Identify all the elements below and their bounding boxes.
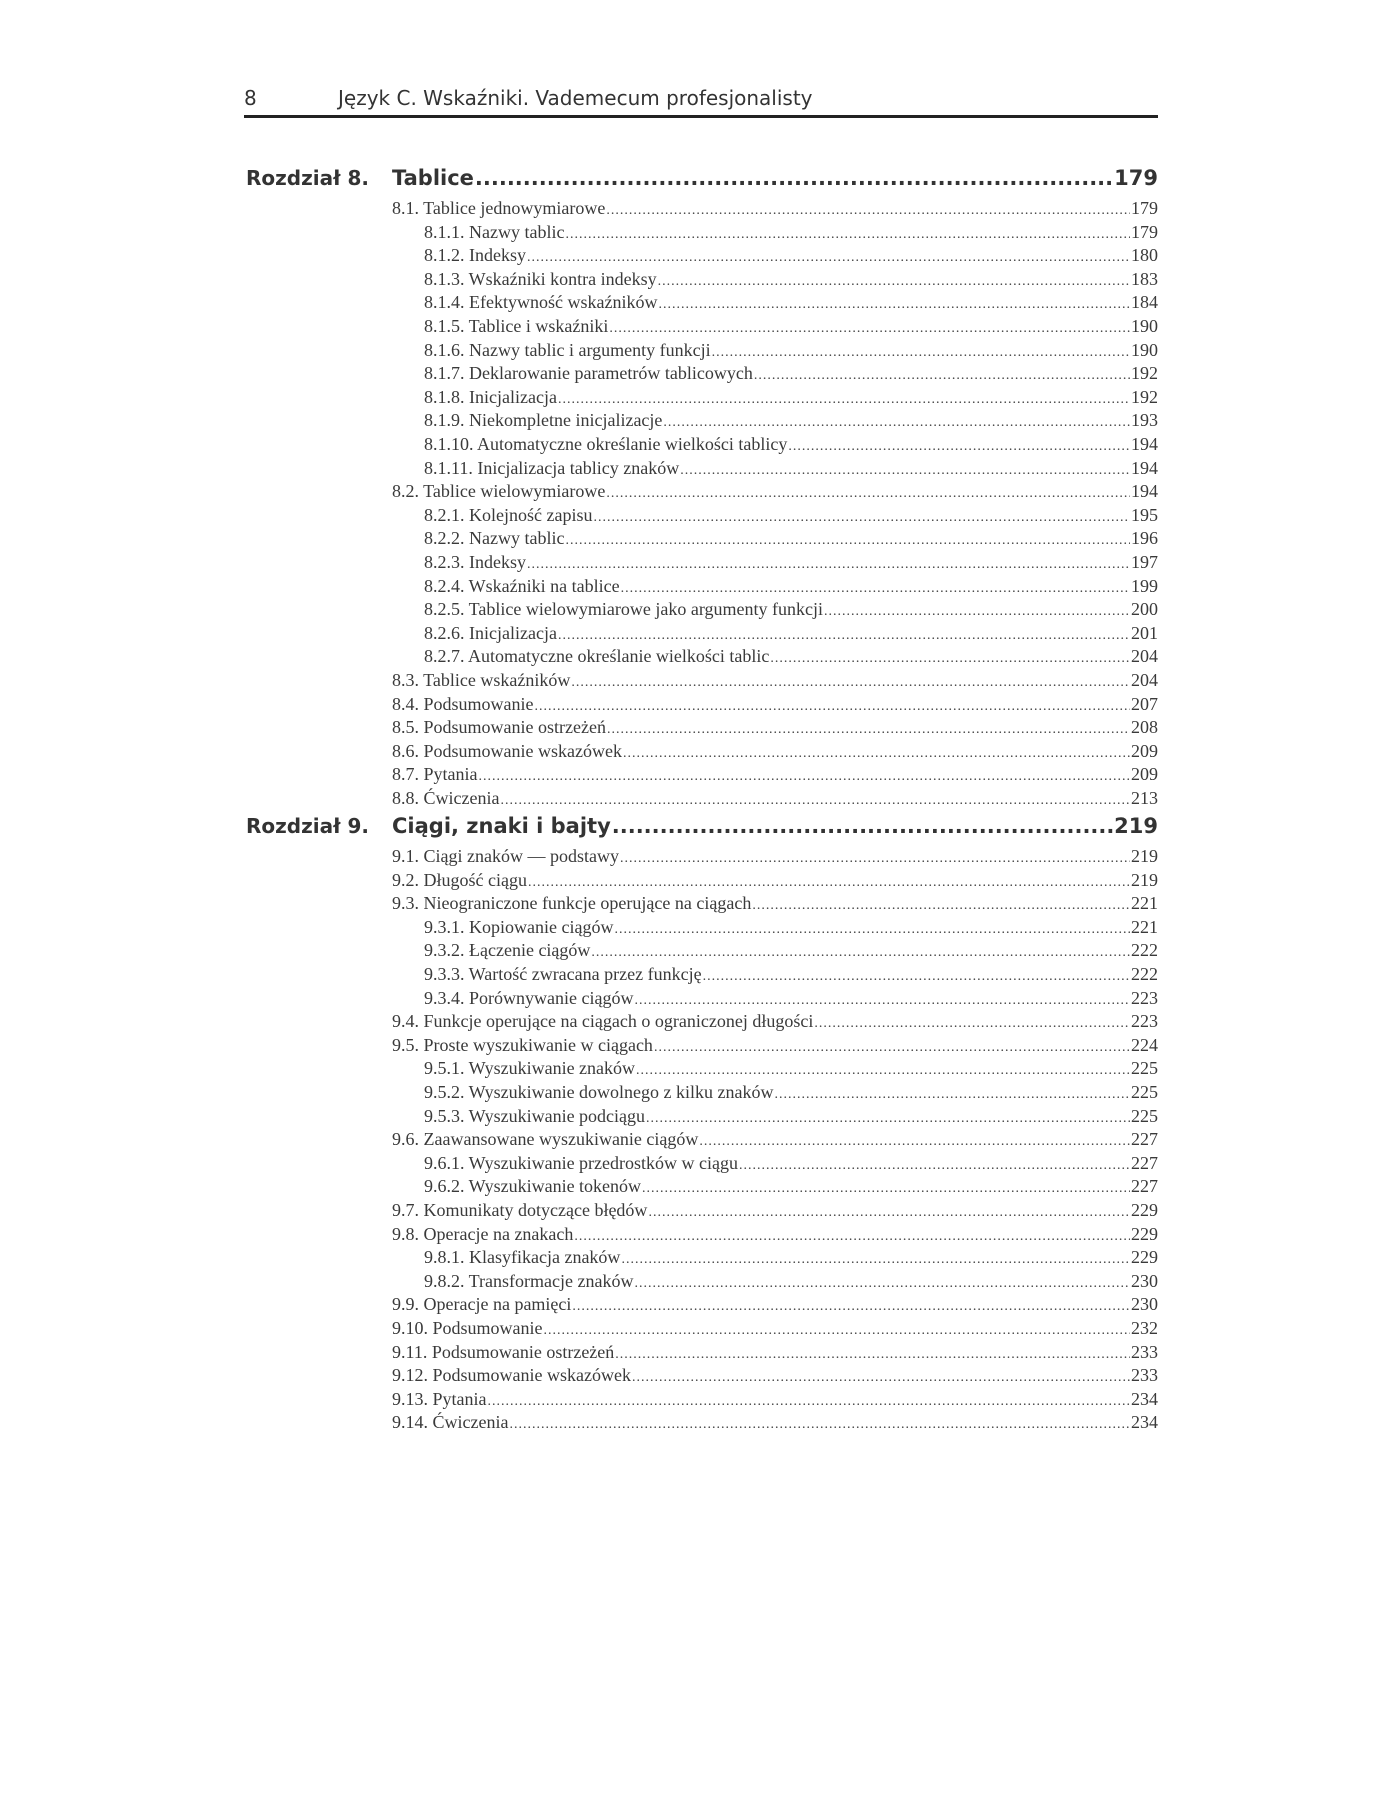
dot-leader	[658, 270, 1130, 293]
toc-page-number: 225	[1131, 1082, 1158, 1102]
dot-leader	[607, 718, 1130, 741]
dot-leader	[614, 918, 1130, 941]
toc-section-entry[interactable]	[392, 869, 1158, 894]
dot-leader	[658, 293, 1130, 316]
dot-leader	[479, 765, 1131, 788]
toc-page-number: 194	[1131, 458, 1158, 478]
toc-subsection-entry[interactable]	[424, 1105, 1158, 1130]
dot-leader	[788, 435, 1130, 458]
dot-leader	[814, 1012, 1130, 1035]
toc-section-entry[interactable]	[392, 787, 1158, 812]
toc-entry-title: 9.5. Proste wyszukiwanie w ciągach	[392, 1035, 653, 1055]
toc-entry-title: 8.1.1. Nazwy tablic	[424, 222, 565, 242]
toc-page-number: 227	[1131, 1129, 1158, 1149]
toc-entry-title: 8.1.8. Inicjalizacja	[424, 387, 557, 407]
toc-section-entry[interactable]	[392, 1341, 1158, 1366]
dot-leader	[527, 246, 1130, 269]
toc-entry-title: 8.2.3. Indeksy	[424, 552, 526, 572]
toc-page-number: 213	[1131, 788, 1158, 808]
dot-leader	[509, 1413, 1130, 1436]
toc-subsection-entry[interactable]	[424, 551, 1158, 576]
toc-page-number: 200	[1131, 599, 1158, 619]
toc-entry-title: 8.2.1. Kolejność zapisu	[424, 505, 593, 525]
toc-page-number: 197	[1131, 552, 1158, 572]
dot-leader	[712, 341, 1130, 364]
toc-entry-title: 9.9. Operacje na pamięci	[392, 1294, 572, 1314]
dot-leader	[606, 199, 1130, 222]
toc-page-number: 208	[1131, 717, 1158, 737]
dot-leader	[754, 364, 1130, 387]
dot-leader	[621, 577, 1130, 600]
toc-entry-title: 9.8.2. Transformacje znaków	[424, 1271, 634, 1291]
toc-page-number: 230	[1131, 1294, 1158, 1314]
toc-entry-title: 9.10. Podsumowanie	[392, 1318, 543, 1338]
toc-subsection-entry[interactable]	[424, 1057, 1158, 1082]
toc-entry-title: 8.1.6. Nazwy tablic i argumenty funkcji	[424, 340, 711, 360]
dot-leader	[572, 1295, 1130, 1318]
toc-subsection-entry[interactable]	[424, 457, 1158, 482]
toc-page-number: 209	[1131, 764, 1158, 784]
toc-page-number: 233	[1131, 1342, 1158, 1362]
toc-page-number: 180	[1131, 245, 1158, 265]
dot-leader	[739, 1154, 1130, 1177]
toc-page-number: 183	[1131, 269, 1158, 289]
dot-leader	[500, 789, 1130, 812]
toc-page-number: 227	[1131, 1176, 1158, 1196]
toc-entry-title: 8.2.2. Nazwy tablic	[424, 528, 565, 548]
toc-entry-title: 8.4. Podsumowanie	[392, 694, 534, 714]
toc-entry-title: 8.1.2. Indeksy	[424, 245, 526, 265]
toc-section-entry[interactable]	[392, 1223, 1158, 1248]
toc-page-number: 194	[1131, 481, 1158, 501]
toc-entry-title: 9.5.2. Wyszukiwanie dowolnego z kilku znaków	[424, 1082, 774, 1102]
toc-entry-title: 8.1.10. Automatyczne określanie wielkości tablicy	[424, 434, 788, 454]
dot-leader	[648, 1201, 1130, 1224]
dot-leader	[824, 600, 1130, 623]
toc-page-number: 219	[1114, 814, 1158, 838]
dot-leader	[646, 1107, 1130, 1130]
toc-section-entry[interactable]	[392, 716, 1158, 741]
toc-entry-title: 8.1.3. Wskaźniki kontra indeksy	[424, 269, 657, 289]
toc-entry-title: 8.7. Pytania	[392, 764, 478, 784]
dot-leader	[528, 871, 1130, 894]
toc-entry-title: 8.1.11. Inicjalizacja tablicy znaków	[424, 458, 680, 478]
toc-section-entry[interactable]	[392, 845, 1158, 870]
dot-leader	[680, 459, 1130, 482]
dot-leader	[571, 671, 1130, 694]
toc-entry-title: 8.1.5. Tablice i wskaźniki	[424, 316, 609, 336]
dot-leader	[632, 1366, 1130, 1389]
toc-entry-title: 9.14. Ćwiczenia	[392, 1412, 509, 1432]
toc-entry-title: 9.7. Komunikaty dotyczące błędów	[392, 1200, 648, 1220]
toc-entry-title: 9.3.3. Wartość zwracana przez funkcję	[424, 964, 702, 984]
dot-leader	[663, 411, 1130, 434]
toc-subsection-entry[interactable]	[424, 244, 1158, 269]
dot-leader	[488, 1390, 1131, 1413]
toc-page-number: 194	[1131, 434, 1158, 454]
dot-leader	[535, 695, 1131, 718]
toc-page-number: 229	[1131, 1247, 1158, 1267]
toc-entry-title: 8.1. Tablice jednowymiarowe	[392, 198, 606, 218]
toc-entry-title: 8.1.9. Niekompletne inicjalizacje	[424, 410, 663, 430]
toc-subsection-entry[interactable]	[424, 527, 1158, 552]
toc-page-number: 219	[1131, 870, 1158, 890]
dot-leader	[770, 647, 1130, 670]
toc-subsection-entry[interactable]	[424, 409, 1158, 434]
toc-subsection-entry[interactable]	[424, 622, 1158, 647]
dot-leader	[636, 1059, 1130, 1082]
toc-entry-title: 9.3.2. Łączenie ciągów	[424, 940, 591, 960]
toc-subsection-entry[interactable]	[424, 291, 1158, 316]
dot-leader	[609, 317, 1130, 340]
toc-subsection-entry[interactable]	[424, 315, 1158, 340]
toc-subsection-entry[interactable]	[424, 598, 1158, 623]
toc-page-number: 179	[1131, 198, 1158, 218]
dot-leader	[654, 1036, 1130, 1059]
dot-leader	[591, 941, 1130, 964]
dot-leader	[574, 1225, 1130, 1248]
toc-subsection-entry[interactable]	[424, 386, 1158, 411]
toc-entry-title: 9.3.1. Kopiowanie ciągów	[424, 917, 614, 937]
dot-leader	[623, 742, 1130, 765]
toc-subsection-entry[interactable]	[424, 987, 1158, 1012]
toc-page-number: 192	[1131, 387, 1158, 407]
toc-entry-title: 9.5.1. Wyszukiwanie znaków	[424, 1058, 636, 1078]
toc-entry-title: 9.5.3. Wyszukiwanie podciągu	[424, 1106, 646, 1126]
toc-page-number: 179	[1131, 222, 1158, 242]
toc-entry-title: Tablice	[392, 166, 474, 190]
toc-page-number: 221	[1131, 917, 1158, 937]
toc-page-number: 224	[1131, 1035, 1158, 1055]
toc-page-number: 227	[1131, 1153, 1158, 1173]
toc-entry-title: 8.2.7. Automatyczne określanie wielkości tablic	[424, 646, 770, 666]
dot-leader	[703, 965, 1130, 988]
toc-entry-title: 9.6. Zaawansowane wyszukiwanie ciągów	[392, 1129, 699, 1149]
toc-page-number: 179	[1114, 166, 1158, 190]
dot-leader	[558, 388, 1130, 411]
chapter-heading[interactable]	[392, 812, 1158, 840]
toc-entry-title: 8.6. Podsumowanie wskazówek	[392, 741, 622, 761]
toc-entry-title: 9.6.1. Wyszukiwanie przedrostków w ciągu	[424, 1153, 739, 1173]
toc-subsection-entry[interactable]	[424, 268, 1158, 293]
dot-leader	[565, 529, 1130, 552]
toc-page-number: 230	[1131, 1271, 1158, 1291]
toc-section-entry[interactable]	[392, 1293, 1158, 1318]
toc-entry-title: 9.8. Operacje na znakach	[392, 1224, 574, 1244]
toc-entry-title: 9.11. Podsumowanie ostrzeżeń	[392, 1342, 615, 1362]
toc-section-entry[interactable]	[392, 1034, 1158, 1059]
dot-leader	[527, 553, 1130, 576]
toc-subsection-entry[interactable]	[424, 1175, 1158, 1200]
toc-page-number: 204	[1131, 670, 1158, 690]
toc-page-number: 184	[1131, 292, 1158, 312]
dot-leader	[544, 1319, 1131, 1342]
book-title: Język C. Wskaźniki. Vademecum profesjonalisty	[338, 86, 813, 110]
toc-subsection-entry[interactable]	[424, 1152, 1158, 1177]
toc-page-number: 195	[1131, 505, 1158, 525]
dot-leader	[620, 847, 1130, 870]
toc-page-number: 234	[1131, 1389, 1158, 1409]
toc-section-entry[interactable]	[392, 693, 1158, 718]
toc-page-number: 199	[1131, 576, 1158, 596]
toc-entry-title: Ciągi, znaki i bajty	[392, 814, 611, 838]
toc-entry-title: 9.3.4. Porównywanie ciągów	[424, 988, 634, 1008]
dot-leader	[475, 164, 1113, 192]
toc-entry-title: 9.3. Nieograniczone funkcje operujące na ciągach	[392, 893, 752, 913]
toc-entry-title: 8.2. Tablice wielowymiarowe	[392, 481, 606, 501]
dot-leader	[593, 506, 1130, 529]
toc-entry-title: 8.1.7. Deklarowanie parametrów tablicowych	[424, 363, 753, 383]
toc-section-entry[interactable]	[392, 197, 1158, 222]
toc-entry-title: 8.5. Podsumowanie ostrzeżeń	[392, 717, 606, 737]
toc-page-number: 204	[1131, 646, 1158, 666]
toc-page-number: 201	[1131, 623, 1158, 643]
toc-page-number: 190	[1131, 316, 1158, 336]
toc-section-entry[interactable]	[392, 1010, 1158, 1035]
toc-entry-title: 8.2.4. Wskaźniki na tablice	[424, 576, 620, 596]
dot-leader	[634, 1272, 1130, 1295]
toc-page-number: 219	[1131, 846, 1158, 866]
toc-section-entry[interactable]	[392, 1128, 1158, 1153]
toc-section-entry[interactable]	[392, 892, 1158, 917]
dot-leader	[558, 624, 1130, 647]
toc-subsection-entry[interactable]	[424, 939, 1158, 964]
dot-leader	[752, 894, 1130, 917]
toc-subsection-entry[interactable]	[424, 339, 1158, 364]
chapter-label: Rozdział 8.	[246, 166, 369, 190]
dot-leader	[606, 482, 1130, 505]
toc-entry-title: 9.2. Długość ciągu	[392, 870, 527, 890]
toc-page-number: 222	[1131, 964, 1158, 984]
dot-leader	[612, 812, 1113, 840]
toc-page-number: 234	[1131, 1412, 1158, 1432]
toc-page-number: 190	[1131, 340, 1158, 360]
toc-page-number: 192	[1131, 363, 1158, 383]
toc-page-number: 209	[1131, 741, 1158, 761]
dot-leader	[621, 1248, 1130, 1271]
toc-subsection-entry[interactable]	[424, 963, 1158, 988]
dot-leader	[775, 1083, 1130, 1106]
chapter-heading[interactable]	[392, 164, 1158, 192]
chapter-label: Rozdział 9.	[246, 814, 369, 838]
dot-leader	[642, 1177, 1130, 1200]
toc-section-entry[interactable]	[392, 1317, 1158, 1342]
toc-subsection-entry[interactable]	[424, 575, 1158, 600]
toc-entry-title: 9.4. Funkcje operujące na ciągach o ograniczonej długości	[392, 1011, 814, 1031]
page-number: 8	[244, 86, 257, 110]
toc-entry-title: 9.1. Ciągi znaków — podstawy	[392, 846, 619, 866]
toc-page-number: 222	[1131, 940, 1158, 960]
toc-subsection-entry[interactable]	[424, 645, 1158, 670]
toc-entry-title: 8.1.4. Efektywność wskaźników	[424, 292, 658, 312]
toc-section-entry[interactable]	[392, 669, 1158, 694]
toc-page-number: 233	[1131, 1365, 1158, 1385]
toc-page-number: 229	[1131, 1200, 1158, 1220]
toc-subsection-entry[interactable]	[424, 916, 1158, 941]
toc-entry-title: 8.3. Tablice wskaźników	[392, 670, 571, 690]
toc-subsection-entry[interactable]	[424, 433, 1158, 458]
toc-entry-title: 8.2.6. Inicjalizacja	[424, 623, 557, 643]
toc-page-number: 193	[1131, 410, 1158, 430]
toc-section-entry[interactable]	[392, 1388, 1158, 1413]
toc-section-entry[interactable]	[392, 1199, 1158, 1224]
toc-page-number: 223	[1131, 1011, 1158, 1031]
toc-section-entry[interactable]	[392, 1364, 1158, 1389]
toc-subsection-entry[interactable]	[424, 1246, 1158, 1271]
toc-page-number: 207	[1131, 694, 1158, 714]
toc-section-entry[interactable]	[392, 480, 1158, 505]
toc-subsection-entry[interactable]	[424, 1270, 1158, 1295]
toc-page-number: 221	[1131, 893, 1158, 913]
toc-page-number: 223	[1131, 988, 1158, 1008]
toc-page-number: 225	[1131, 1058, 1158, 1078]
toc-subsection-entry[interactable]	[424, 1081, 1158, 1106]
toc-page-number: 225	[1131, 1106, 1158, 1126]
dot-leader	[615, 1343, 1130, 1366]
toc-entry-title: 9.8.1. Klasyfikacja znaków	[424, 1247, 621, 1267]
toc-page-number: 196	[1131, 528, 1158, 548]
toc-page-number: 229	[1131, 1224, 1158, 1244]
dot-leader	[699, 1130, 1130, 1153]
toc-subsection-entry[interactable]	[424, 504, 1158, 529]
toc-entry-title: 9.13. Pytania	[392, 1389, 487, 1409]
toc-section-entry[interactable]	[392, 740, 1158, 765]
toc-subsection-entry[interactable]	[424, 221, 1158, 246]
toc-entry-title: 9.6.2. Wyszukiwanie tokenów	[424, 1176, 642, 1196]
toc-page-number: 232	[1131, 1318, 1158, 1338]
toc-section-entry[interactable]	[392, 1411, 1158, 1436]
dot-leader	[565, 223, 1130, 246]
dot-leader	[634, 989, 1130, 1012]
toc-section-entry[interactable]	[392, 763, 1158, 788]
toc-entry-title: 9.12. Podsumowanie wskazówek	[392, 1365, 631, 1385]
toc-entry-title: 8.8. Ćwiczenia	[392, 788, 500, 808]
toc-entry-title: 8.2.5. Tablice wielowymiarowe jako argumenty funkcji	[424, 599, 823, 619]
toc-subsection-entry[interactable]	[424, 362, 1158, 387]
